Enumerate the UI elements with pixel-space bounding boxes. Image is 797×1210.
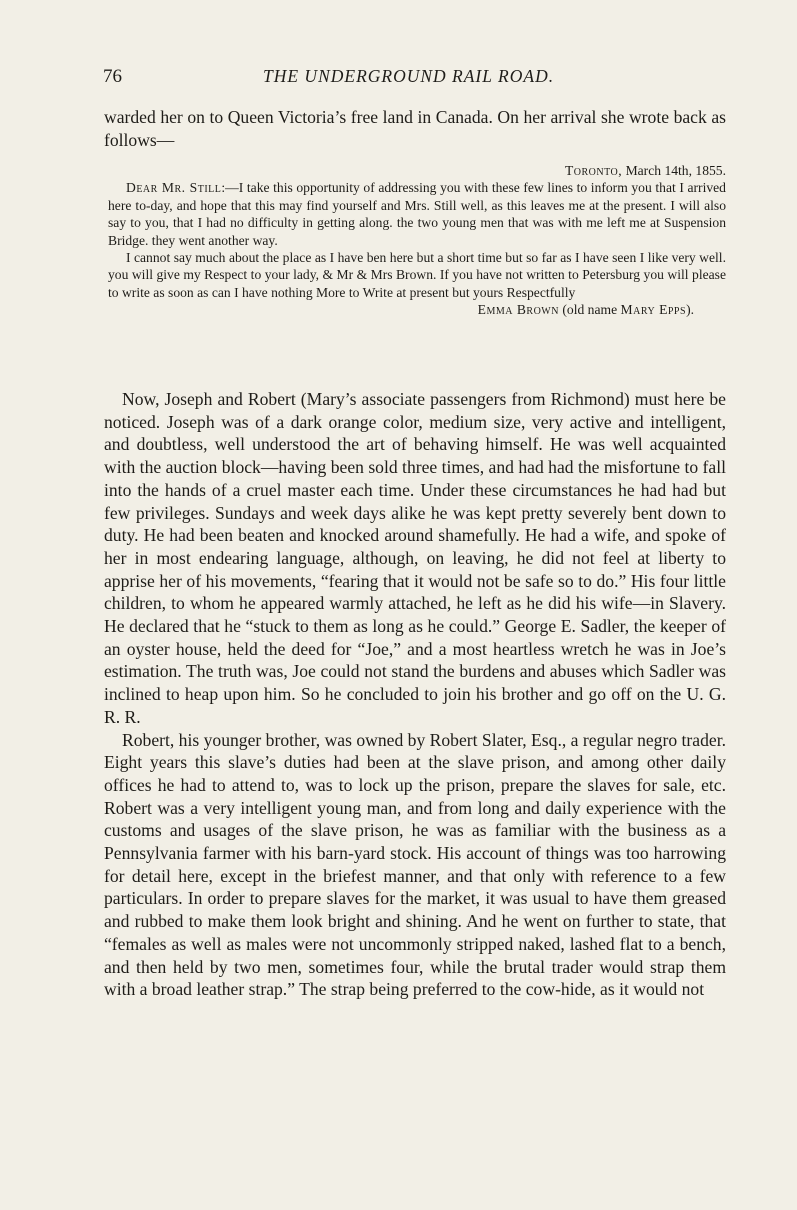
paragraph-robert: Robert, his younger brother, was owned by Robert Slater, Esq., a regular negro trader. Eight years this slave’s duties had been at the slave prison, and among other daily offices he had to attend to, was to lock up the prison, prepare the slaves for sale, etc. Robert was a very intelligent young man, and from long and daily experience with the customs and usages of the slave prison, he was as familiar with the business as a Pennsylvania farmer with his barn-yard stock. His account of things was too harrowing for detail here, except in the briefest manner, and that only with reference to a few particulars. In order to prepare slaves for the market, it was usual to have them greased and rubbed to make them look bright and shining. And he went on further to state, that “females as well as males were not uncommonly stripped naked, lashed flat to a bench, and then held by two men, sometimes four, while the brutal trader would strap them with a broad leather strap.” The strap being preferred to the cow-hide, as it would not: [104, 729, 726, 1000]
letter-paragraph-1: [108, 179, 726, 249]
letter-dateline: [108, 162, 726, 179]
letter-paragraph-1-text: :—I take this opportunity of addressing you with these few lines to inform you that I arrived here to-day, and hope that this may find yourself and Mrs. Still well, as this leaves me at the present. I will also say to you, that I had no difficulty in getting along. the two young men that was with me left me at Suspension Bridge. they went another way.: [108, 180, 726, 248]
letter-signature: [108, 301, 726, 318]
running-head: THE UNDERGROUND RAIL ROAD.: [263, 66, 555, 86]
signature-name: Emma Brown: [477, 302, 559, 318]
intro-text: [104, 106, 726, 151]
paragraph-joseph: Now, Joseph and Robert (Mary’s associate passengers from Richmond) must here be noticed. Joseph was of a dark orange color, medium size, very active and intelligent, and doubtless, well understood the art of behaving himself. He was well acquainted with the auction block—having been sold three times, and had had the misfortune to fall into the hands of a cruel master each time. Under these circumstances he had had but few privileges. Sundays and week days alike he was kept pretty severely bent down to duty. He had been beaten and knocked around shamefully. He had a wife, and spoke of her in most endearing language, although, on leaving, he did not feel at liberty to apprise her of his movements, “fearing that it would not be safe so to do.” His four little children, to whom he appeared warmly attached, he left as he did his wife—in Slavery. He declared that he “stuck to them as long as he could.” George E. Sadler, the keeper of an oyster house, held the deed for “Joe,” and a most heartless wretch he was in Joe’s estimation. The truth was, Joe could not stand the burdens and abuses which Sadler was inclined to heap upon him. So he concluded to join his brother and go off on the U. G. R. R.: [104, 389, 726, 727]
letter-place: Toronto,: [564, 163, 623, 178]
main-text: [104, 388, 726, 1001]
letter-date: March 14th, 1855.: [625, 163, 726, 178]
signature-old: (old name: [562, 302, 618, 318]
intro-paragraph: warded her on to Queen Victoria’s free land in Canada. On her arrival she wrote back as follows—: [104, 107, 726, 150]
signature-close: ).: [686, 302, 694, 318]
page-number: 76: [103, 66, 122, 87]
page-header: [103, 66, 727, 94]
signature-old-name: Mary Epps: [620, 302, 687, 318]
letter-block: [108, 162, 726, 319]
letter-salutation: Dear Mr. Still: [126, 180, 222, 196]
letter-paragraph-2: I cannot say much about the place as I have ben here but a short time but so far as I have seen I like very well. you will give my Respect to your lady, & Mr & Mrs Brown. If you have not written to Petersburg you will please to write as soon as can I have nothing More to Write at present but yours Respectfully: [108, 250, 726, 300]
